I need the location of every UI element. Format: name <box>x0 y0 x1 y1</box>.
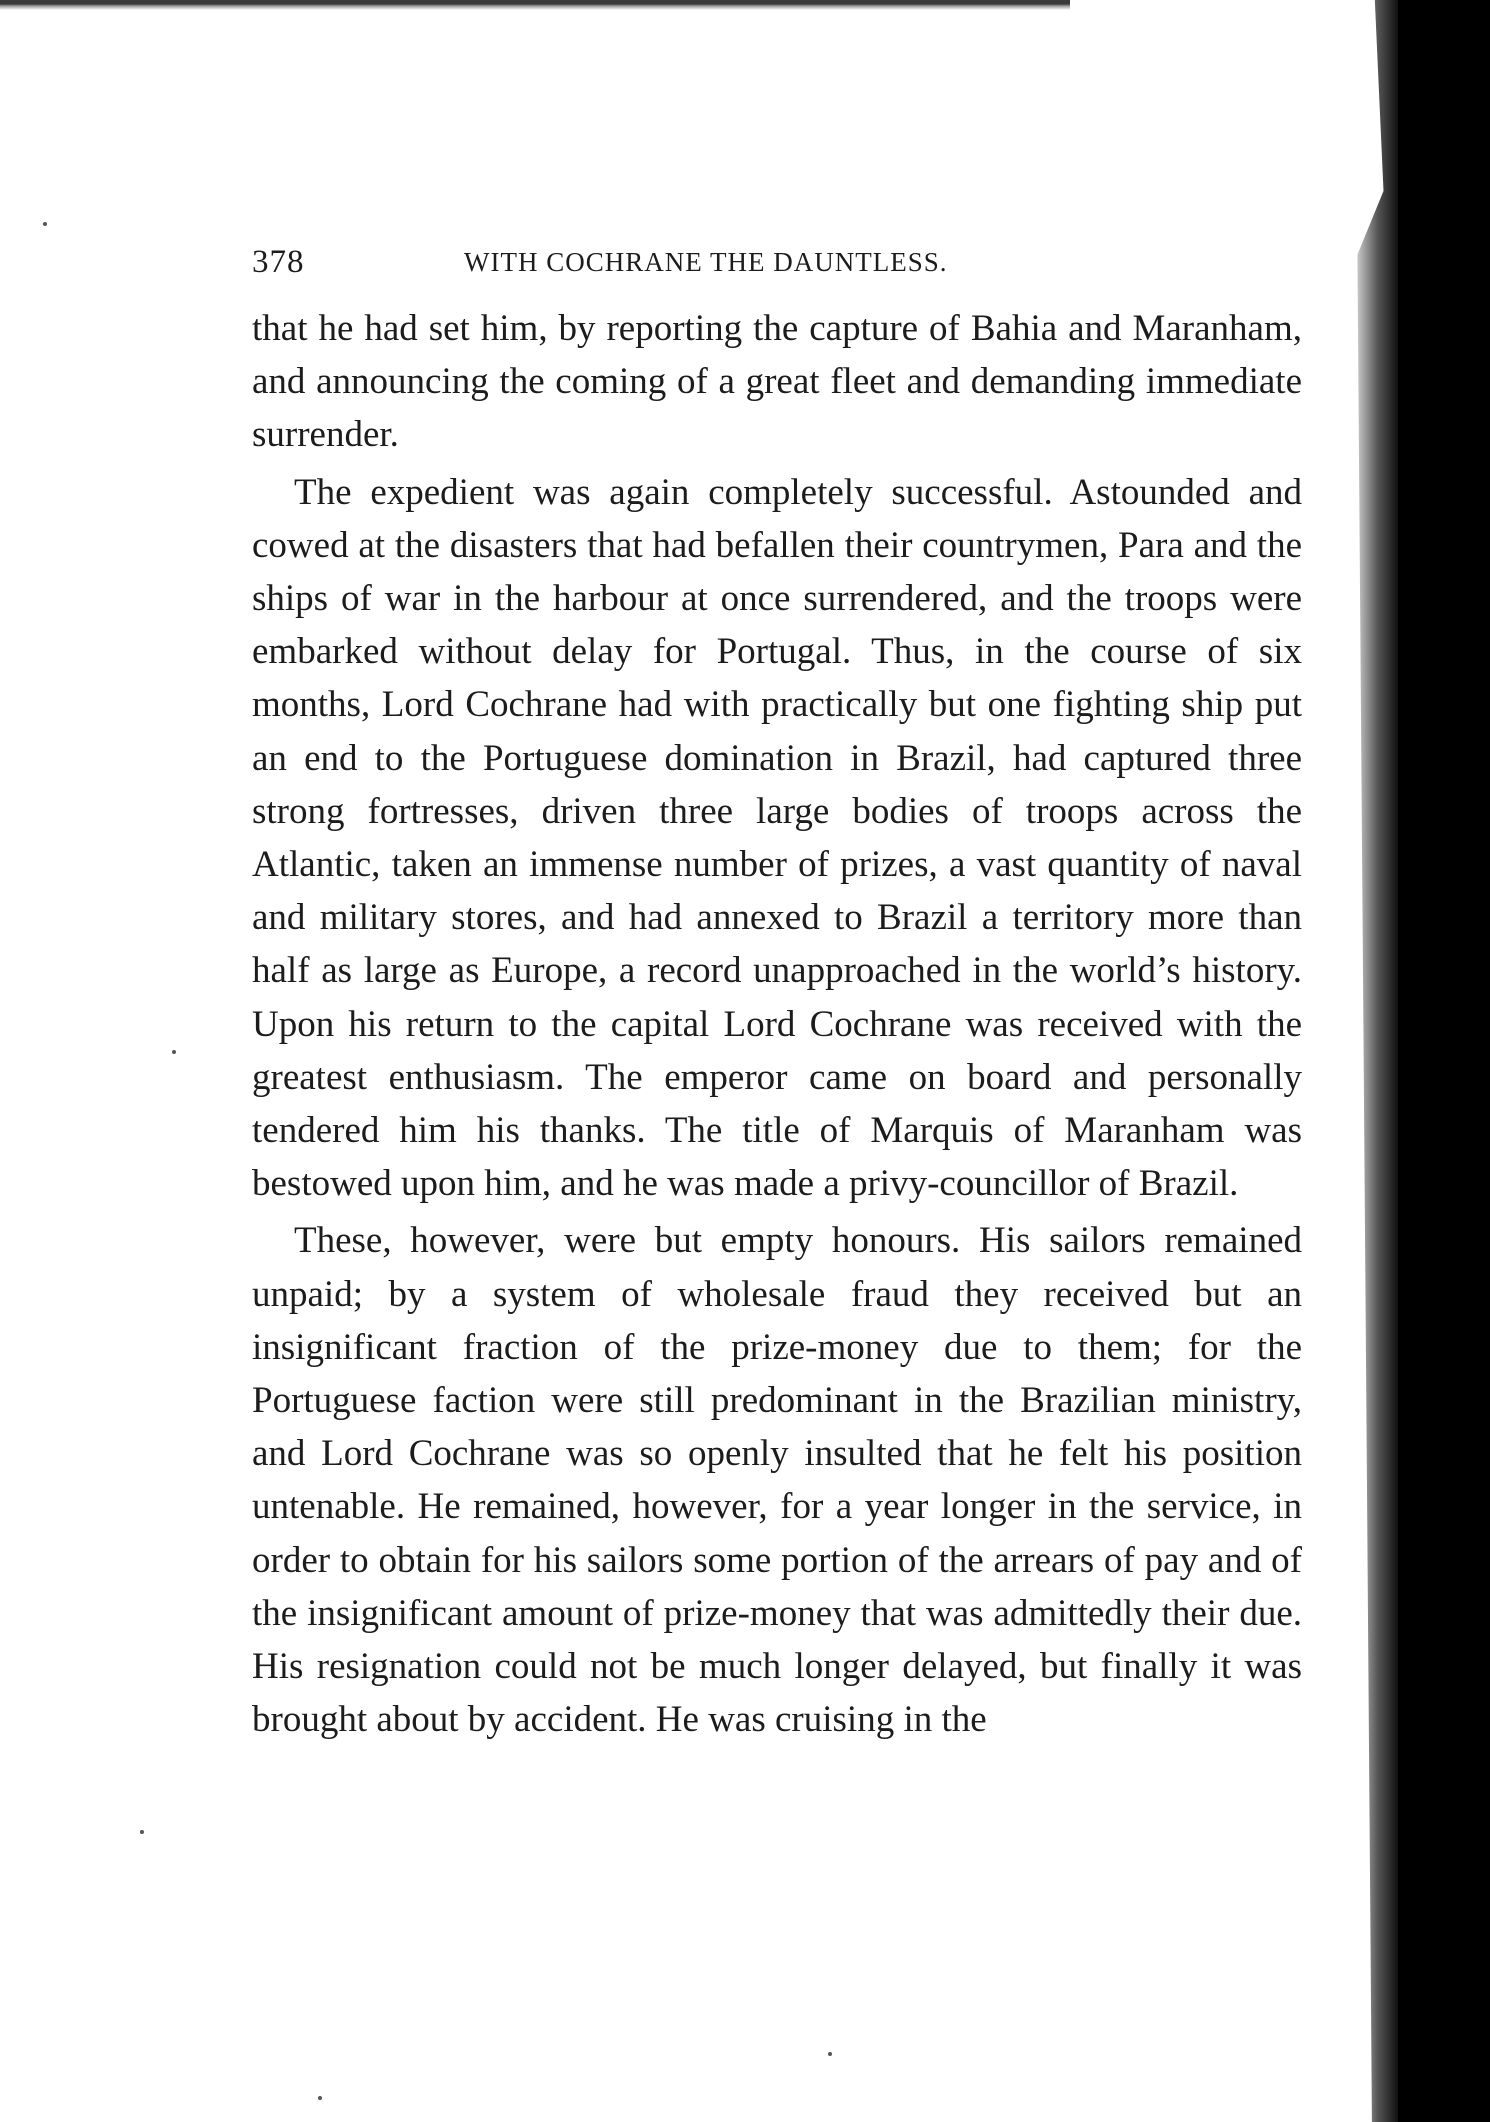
paragraph-continuation: that he had set him, by reporting the capture of Bahia and Maranham, and announcing the coming of a great fleet and demanding immediate surrender. <box>252 308 1302 456</box>
scan-speck <box>43 222 47 226</box>
scan-speck <box>140 1830 144 1834</box>
book-page <box>252 232 1302 1746</box>
scan-binding-shadow <box>1340 0 1398 2122</box>
paragraph: The expedient was again completely successful. Astounded and cowed at the disasters that had befallen their countrymen, Para and the ships of war in the harbour at once surrendered, and the troops were embarked without delay for Portugal. Thus, in the course of six months, Lord Cochrane had with practically but one fighting ship put an end to the Portuguese domination in Brazil, had captured three strong fortresses, driven three large bodies of troops across the Atlantic, taken an immense number of prizes, a vast quantity of naval and military stores, and had annexed to Brazil a territory more than half as large as Europe, a record unapproached in the world’s history. Upon his return to the capital Lord Cochrane was received with the greatest enthusiasm. The emperor came on board and personally tendered him his thanks. The title of Marquis of Maranham was bestowed upon him, and he was made a privy-councillor of Brazil. <box>252 471 1302 1205</box>
page-number: 378 <box>252 244 305 280</box>
body-text <box>252 302 1302 1746</box>
scan-speck <box>828 2052 832 2056</box>
running-head <box>252 232 1302 292</box>
scan-right-edge <box>1398 0 1490 2122</box>
running-title: WITH COCHRANE THE DAUNTLESS. <box>464 247 948 277</box>
scan-top-edge <box>0 0 1070 10</box>
scan-speck <box>318 2096 322 2100</box>
paragraph: These, however, were but empty honours. His sailors remained unpaid; by a system of wholesale fraud they received but an insignificant fraction of the prize-money due to them; for the Portuguese faction were still predominant in the Brazilian ministry, and Lord Cochrane was so openly insulted that he felt his position untenable. He remained, however, for a year longer in the service, in order to obtain for his sailors some portion of the arrears of pay and of the insignificant amount of prize-money that was admittedly their due. His resignation could not be much longer delayed, but finally it was brought about by accident. He was cruising in the <box>252 1220 1302 1741</box>
scan-speck <box>172 1050 176 1054</box>
